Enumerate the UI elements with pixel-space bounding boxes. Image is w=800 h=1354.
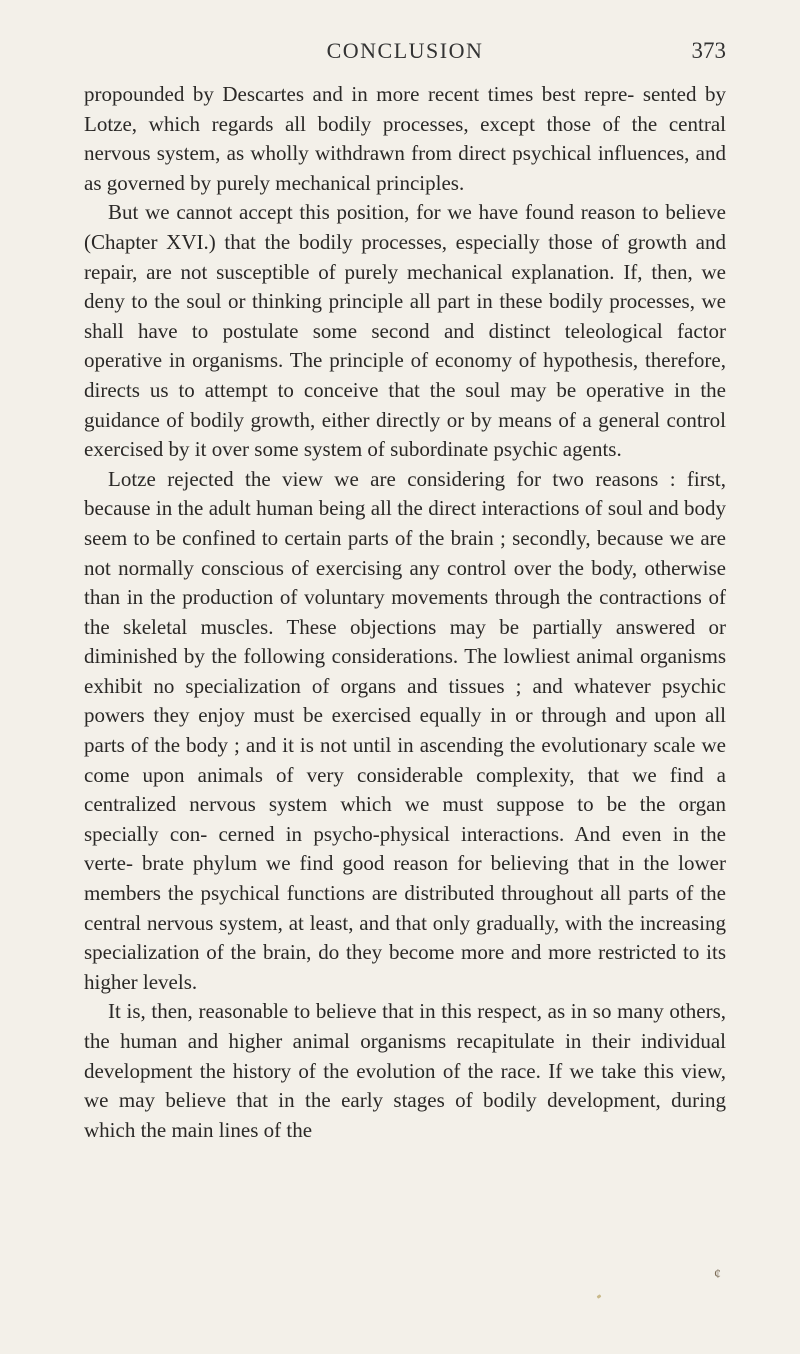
- paragraph: Lotze rejected the view we are considering for two reasons : first, because in the adult human being all the direct interactions of soul and body seem to be confined to certain parts of the brain ; secondly, because we are not normally conscious of exercising any control over the body, otherwise than in the production of voluntary movements through the contractions of the skeletal muscles. These objections may be partially answered or diminished by the following considerations. The lowliest animal organisms exhibit no specialization of organs and tissues ; and whatever psychic powers they enjoy must be exercised equally in or through and upon all parts of the body ; and it is not until in ascending the evolutionary scale we come upon animals of very considerable complexity, that we find a centralized nervous system which we must suppose to be the organ specially con- cerned in psycho-physical interactions. And even in the verte- brate phylum we find good reason for believing that in the lower members the psychical functions are distributed throughout all parts of the central nervous system, at least, and that only gradually, with the increasing specialization of the brain, do they become more and more restricted to its higher levels.: [84, 466, 726, 994]
- paragraph: propounded by Descartes and in more recent times best repre- sented by Lotze, which regards all bodily processes, except those of the central nervous system, as wholly withdrawn from direct psychical influences, and as governed by purely mechanical principles.: [84, 82, 726, 195]
- paragraph: It is, then, reasonable to believe that in this respect, as in so many others, the human and higher animal organisms recapitulate in their individual development the history of the evolution of the race. If we take this view, we may believe that in the early stages of bodily development, during which the main lines of the: [84, 999, 726, 1142]
- chapter-title: CONCLUSION: [326, 38, 484, 63]
- running-header: [84, 34, 726, 70]
- footer-mark: ¢: [714, 1267, 721, 1282]
- body-text: [84, 80, 726, 1145]
- paragraph: But we cannot accept this position, for we have found reason to believe (Chapter XVI.) that the bodily processes, especially those of growth and repair, are not susceptible of purely mechanical explanation. If, then, we deny to the soul or thinking principle all part in these bodily processes, we shall have to postulate some second and distinct teleological factor operative in organisms. The principle of economy of hypothesis, therefore, directs us to attempt to conceive that the soul may be operative in the guidance of bodily growth, either directly or by means of a general control exercised by it over some system of subordinate psychic agents.: [84, 200, 726, 462]
- paper-speck: [597, 1294, 602, 1299]
- page-number: 373: [691, 38, 726, 63]
